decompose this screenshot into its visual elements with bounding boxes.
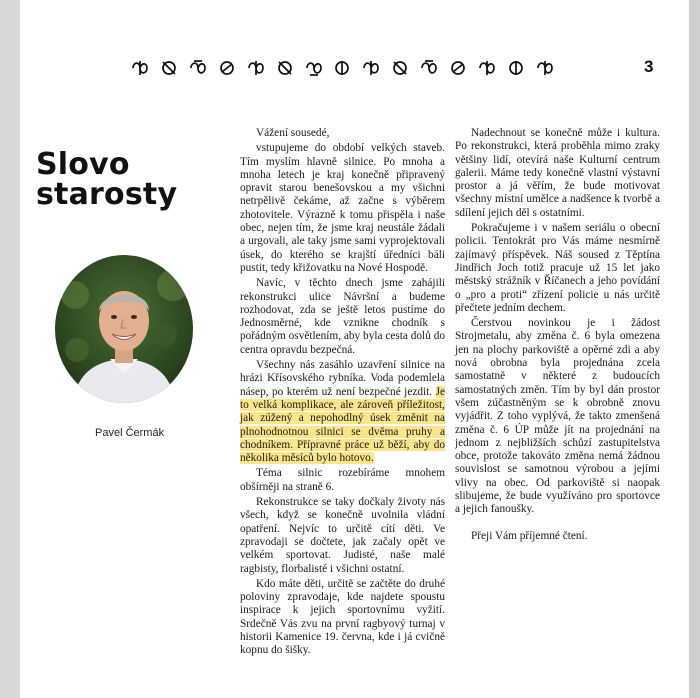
- article-column-left: [240, 127, 445, 660]
- paragraph: Téma silnic rozebíráme mnohem obšírněji na straně 6.: [240, 467, 445, 493]
- floral-ornament-icon: [419, 58, 439, 78]
- floral-ornament-icon: [246, 58, 266, 78]
- floral-ornament-icon: [332, 58, 352, 78]
- paragraph: Nadechnout se konečně může i kultura. Po rekonstrukci, která proběhla mimo zraky většiny lidí, otevírá naše Kulturní centrum galerii. Máme tedy konečně vlastní výstavní prostor a já věřím, že bude motivovat všechny místní umělce a nadšence k tvorbě a sdílení jejich děl s ostatními.: [455, 127, 660, 219]
- paragraph: Kdo máte děti, určitě se začtěte do druhé poloviny zpravodaje, kde najdete spoustu inspirace k jejich sportovnímu vyžití. Srdečně Vás zvu na první ragbyový turnaj v historii Kamenice 19. června, kde i já cvičně kopnu do šišky.: [240, 577, 445, 657]
- paragraph: Čerstvou novinkou je i žádost Strojmetalu, aby změna č. 6 byla omezena jen na plochy parkoviště a opěrné zdi a aby nová obrobna byla projednána zcela samostatně v některé z budoucích samostatných změn. Tím by byl dán prostor všem zúčastněným se k obrobně znovu vyjádřit. Z toho vyplývá, že takto zmenšená změna č. 6 ÚP může jít na projednání na jednom z nejbližších schůzí zastupitelstva obce, protože takováto změna nemá žádnou souvislost se samotnou výrobou a jejími vlivy na obec. Od parkoviště si naopak slibujeme, že bude využíváno pro sportovce a jejich fanoušky.: [455, 317, 660, 516]
- paragraph: Navíc, v těchto dnech jsme zahájili rekonstrukci ulice Návršní a budeme rozhodovat, zda se ještě letos pustíme do Jednosměrné, kde vznikne chodník s pořádným osvětlením, aby byla cesta dolů do centra opravdu bezpečná.: [240, 277, 445, 356]
- closing-line: Přeji Vám příjemné čtení.: [471, 529, 588, 542]
- title-line: starosty: [36, 177, 178, 212]
- paragraph-text: Všechny nás zasáhlo uzavření silnice na hrázi Křísovského rybníka. Voda podemlela násep, po kterém už není bezpečné jezdit.: [240, 359, 445, 398]
- portrait-photo: [55, 255, 193, 403]
- floral-ornament-icon: [535, 58, 555, 78]
- floral-ornament-icon: [159, 58, 179, 78]
- page-edge: [689, 0, 700, 698]
- article-column-right: [455, 127, 660, 545]
- title-line: Slovo: [36, 147, 130, 182]
- salutation: Vážení sousedé,: [256, 127, 330, 139]
- page-title: [36, 147, 178, 212]
- floral-ornament-icon: [275, 58, 295, 78]
- highlighted-text: Je to velká komplikace, ale zároveň příležitost, jak zúžený a nepohodlný úsek změnit na plnohodnotnou silnici se dvěma pruhy a chodníkem. Přípravné práce už běží, aby do několika měsíců bylo hotovo.: [240, 385, 445, 465]
- floral-ornament-icon: [361, 58, 381, 78]
- floral-ornament-icon: [217, 58, 237, 78]
- floral-ornament-icon: [130, 58, 150, 78]
- floral-ornament-icon: [390, 58, 410, 78]
- ornament-border: [130, 58, 555, 78]
- floral-ornament-icon: [304, 58, 324, 78]
- floral-ornament-icon: [448, 58, 468, 78]
- photo-caption: Pavel Čermák: [95, 427, 165, 439]
- paragraph: vstupujeme do období velkých staveb. Tím myslím hlavně silnice. Po mnoha a mnoha letech je kraj konečně připravený opravit starou benešovskou a my všichni netrpělivě čekáme, až začne s výběrem zhotovitele. Výrazně k tomu přispěla i naše obec, nejen tím, že jsme kraj neustále žádali a urgovali, ale taky jsme sami vyprojektovali úsek, do kterého se krajští úředníci báli pustit, tedy křižovatku na Nové Hospodě.: [240, 142, 445, 274]
- paragraph: [240, 359, 445, 465]
- page-number: 3: [644, 57, 654, 76]
- floral-ornament-icon: [188, 58, 208, 78]
- paragraph: Pokračujeme i v našem seriálu o obecní policii. Tentokrát pro Vás máme nesmírně zajímavý příspěvek. Náš soused z Těptína Jindřich Joch totiž pracuje už 15 let jako městský strážník v Říčanech a jeho povídání o „pro a proti“ zřízení policie u nás určitě přečtete jedním dechem.: [455, 222, 660, 314]
- floral-ornament-icon: [506, 58, 526, 78]
- paragraph: Rekonstrukce se taky dočkaly životy nás všech, když se konečně uvolnila vládní opatření. Nejvíc to určitě cítí děti. Ve zpravodaji se dočtete, jak začaly opět ve velkém sportovat. Judisté, naše malé ragbisty, florbalisté i všichni ostatní.: [240, 496, 445, 575]
- floral-ornament-icon: [477, 58, 497, 78]
